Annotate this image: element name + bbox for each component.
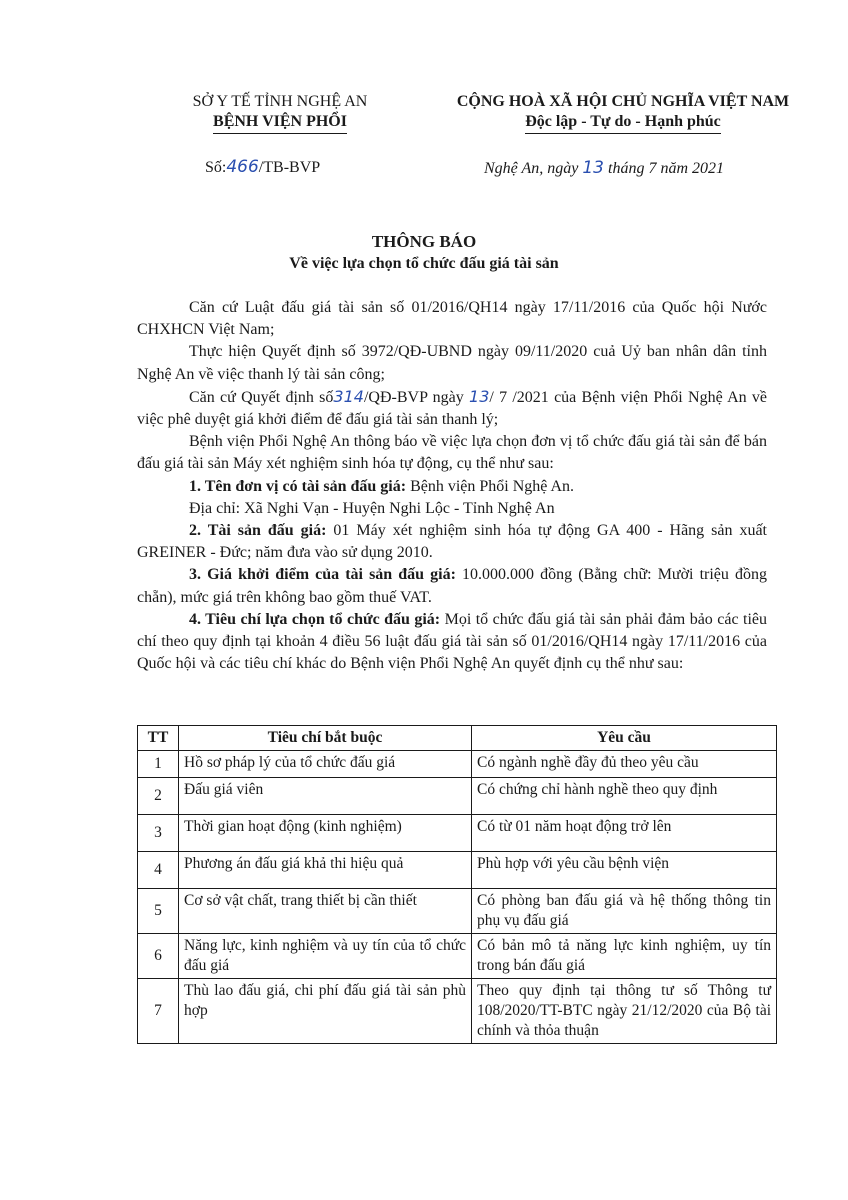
row-requirement: Có ngành nghề đầy đủ theo yêu cầu [472,751,777,778]
country-name: CỘNG HOÀ XÃ HỘI CHỦ NGHĨA VIỆT NAM [456,93,790,110]
criteria-table [137,725,777,1044]
row-number: 7 [138,979,179,1044]
section-1-text: Bệnh viện Phổi Nghệ An. [406,477,575,495]
row-number: 3 [138,815,179,852]
p3-part-a: Căn cứ Quyết định số [189,388,334,406]
row-criterion: Thời gian hoạt động (kinh nghiệm) [179,815,472,852]
paragraph-announcement: Bệnh viện Phổi Nghệ An thông báo về việc lựa chọn đơn vị tổ chức đấu giá tài sản để bán đấu giá tài sản Máy xét nghiệm sinh hóa tự động, cụ thể như sau: [137,433,767,473]
section-4 [137,609,767,676]
row-criterion: Cơ sở vật chất, trang thiết bị cần thiết [179,889,472,934]
row-number: 6 [138,934,179,979]
paragraph-legal-basis-3 [137,386,767,431]
date-day-handwritten: 13 [582,158,604,178]
table-row [138,852,777,889]
national-motto: Độc lập - Tự do - Hạnh phúc [525,112,721,134]
table-row [138,751,777,778]
document-body [137,297,767,675]
national-header [418,92,828,134]
row-number: 1 [138,751,179,778]
date-suffix: tháng 7 năm 2021 [604,160,724,177]
row-requirement: Theo quy định tại thông tư số Thông tư 108/2020/TT-BTC ngày 21/12/2020 của Bộ tài chính và thỏa thuận [472,979,777,1044]
table-header-row [138,726,777,751]
paragraph-legal-basis-1: Căn cứ Luật đấu giá tài sản số 01/2016/QH14 ngày 17/11/2016 của Quốc hội Nước CHXHCN Việt Nam; [137,299,767,339]
place-and-date [484,158,724,178]
row-criterion: Năng lực, kinh nghiệm và uy tín của tổ chức đấu giá [179,934,472,979]
section-1 [137,476,767,498]
row-number: 2 [138,778,179,815]
p3-part-b: /QĐ-BVP ngày [363,388,470,406]
section-3-text: 10.000.000 đồng (Bằng chữ: Mười triệu đồng chẵn), mức giá trên không bao gồm thuế VAT. [137,566,767,606]
doc-number-suffix: /TB-BVP [258,159,321,176]
header-tt: TT [138,726,179,751]
section-1-address: Địa chỉ: Xã Nghi Vạn - Huyện Nghi Lộc - Tỉnh Nghệ An [189,499,555,517]
row-criterion: Đấu giá viên [179,778,472,815]
hospital-name: BỆNH VIỆN PHỔI [213,112,347,134]
header-requirement: Yêu cầu [472,726,777,751]
document-number [205,157,320,177]
section-2 [137,520,767,564]
row-criterion: Hồ sơ pháp lý của tổ chức đấu giá [179,751,472,778]
doc-number-handwritten: 466 [226,157,259,177]
section-1-label: 1. Tên đơn vị có tài sản đấu giá: [189,477,407,495]
row-requirement: Có chứng chỉ hành nghề theo quy định [472,778,777,815]
section-3 [137,564,767,608]
header-criterion: Tiêu chí bắt buộc [179,726,472,751]
section-3-label: 3. Giá khởi điểm của tài sản đấu giá: [189,566,456,584]
section-4-text: Mọi tổ chức đấu giá tài sản phải đảm bảo các tiêu chí theo quy định tại khoản 4 điều 56 luật đấu giá tài sản số 01/2016/QH14 ngày 17/11/2016 của Quốc hội và các tiêu chí khác do Bệnh viện Phổi Nghệ An quyết định cụ thể như sau: [137,610,768,673]
p3-part-c: / 7 /2021 của Bệnh viện Phổi Nghệ An về việc phê duyệt giá khởi điểm để đấu giá tài sản thanh lý; [137,388,768,429]
p3-handwritten-number: 314 [333,386,364,406]
document-subtitle: Về việc lựa chọn tổ chức đấu giá tài sản [289,255,559,272]
table-row [138,778,777,815]
issuing-organization [155,92,405,134]
row-criterion: Thù lao đấu giá, chi phí đấu giá tài sản phù hợp [179,979,472,1044]
row-requirement: Phù hợp với yêu cầu bệnh viện [472,852,777,889]
document-title: THÔNG BÁO [371,232,477,251]
row-number: 5 [138,889,179,934]
section-4-label: 4. Tiêu chí lựa chọn tổ chức đấu giá: [189,610,441,628]
date-prefix: Nghệ An, ngày [484,160,583,177]
row-requirement: Có từ 01 năm hoạt động trở lên [472,815,777,852]
section-2-text: 01 Máy xét nghiệm sinh hóa tự động GA 400 - Hãng sản xuất GREINER - Đức; năm đưa vào sử dụng 2010. [137,522,768,562]
p3-handwritten-day: 13 [469,386,490,406]
paragraph-legal-basis-2: Thực hiện Quyết định số 3972/QĐ-UBND ngày 09/11/2020 cuả Uỷ ban nhân dân tỉnh Nghệ An về việc thanh lý tài sản công; [137,343,767,383]
row-requirement: Có bản mô tả năng lực kinh nghiệm, uy tín trong bán đấu giá [472,934,777,979]
parent-organization: SỞ Y TẾ TỈNH NGHỆ AN [192,93,368,110]
table-row [138,815,777,852]
doc-number-prefix: Số: [205,159,227,176]
row-number: 4 [138,852,179,889]
section-2-label: 2. Tài sản đấu giá: [189,522,327,540]
table-row [138,889,777,934]
table-row [138,934,777,979]
table-row [138,979,777,1044]
row-criterion: Phương án đấu giá khả thi hiệu quả [179,852,472,889]
row-requirement: Có phòng ban đấu giá và hệ thống thông tin phụ vụ đấu giá [472,889,777,934]
